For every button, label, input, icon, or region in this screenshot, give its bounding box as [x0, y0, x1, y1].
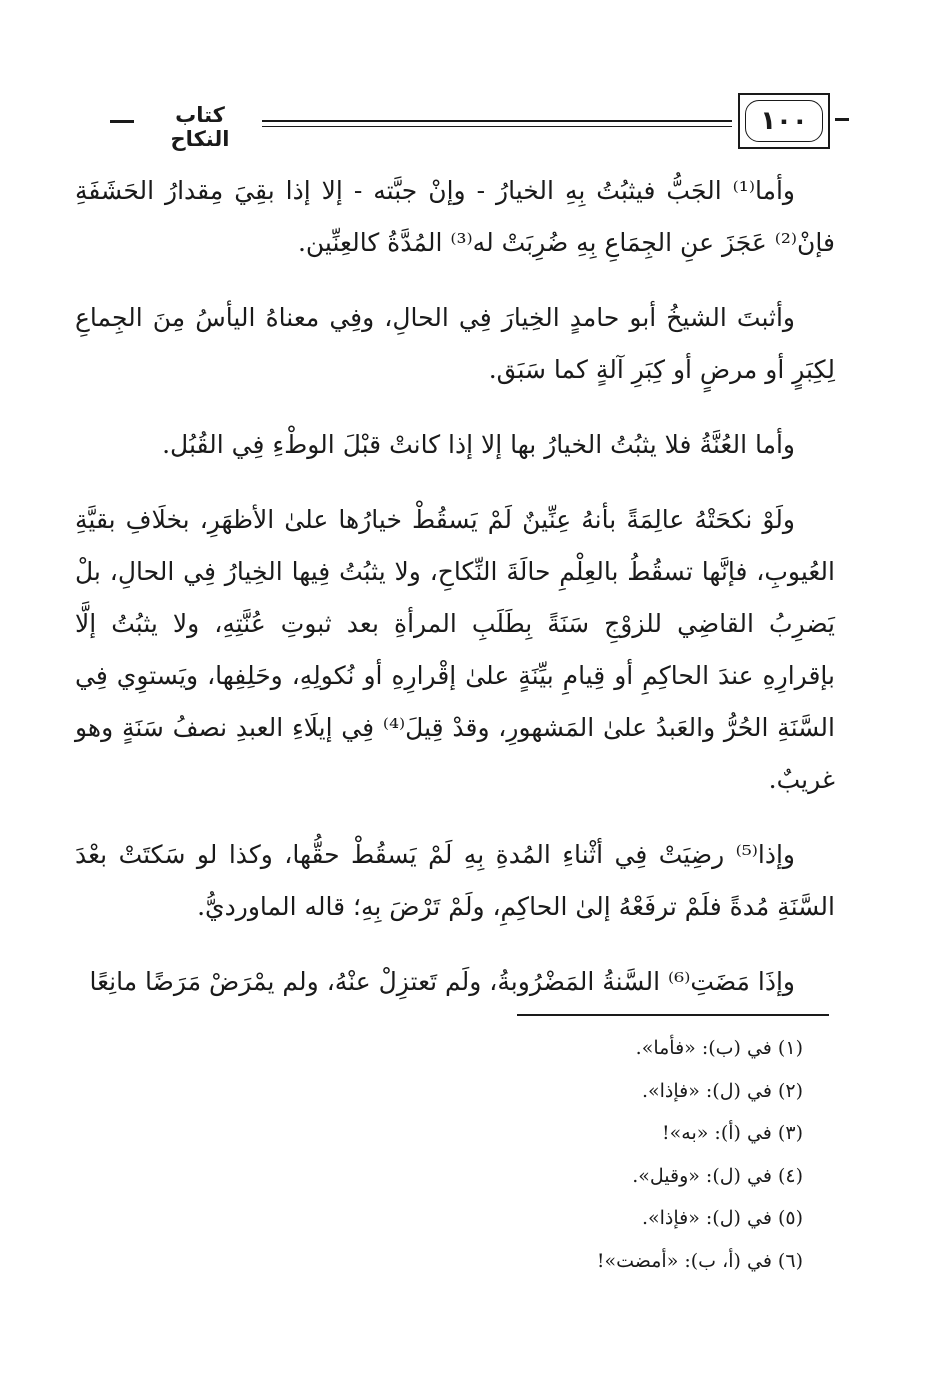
- footnote: (١) في (ب): «فأما».: [635, 1037, 803, 1059]
- paragraph: ولَوْ نكحَتْهُ عالِمَةً بأنهُ عِنِّينٌ لَمْ يَسقُطْ خيارُها علىٰ الأظهَرِ، بخلَافِ بقيَّةِ العُيوبِ، فإنَّها تسقُطُ بالعِلْمِ حالَةَ النِّكاحِ، ولا يثبُتُ فِيها الخِيارُ فِي الحالِ، بلْ يَضرِبُ القاضِي للزوْجِ سَنَةً بِطَلَبِ المرأةِ بعد ثبوتِ عُنَّتِهِ، ولا يثبُتُ إلَّا بإقرارِهِ عندَ الحاكِمِ أو قِيامِ بيِّنَةٍ علىٰ إقْرارِهِ أو نُكولِهِ، وحَلِفِها، ويَستوِي فِي السَّنَةِ الحُرُّ والعَبدُ علىٰ المَشهورِ، وقدْ قِيلَ⁽⁴⁾ فِي إيلَاءِ العبدِ نصفُ سَنَةٍ وهو غريبٌ.: [75, 505, 835, 794]
- page-number: ١٠٠: [745, 100, 823, 142]
- paragraph: وإذَا مَضَتِ⁽⁶⁾ السَّنةُ المَضْرُوبةُ، ولَم تَعتزِلْ عنْهُ، ولم يمْرَضْ مَرَضًا مانِعًا: [89, 967, 795, 996]
- header-rule-thin: [262, 126, 732, 127]
- header-rule: [262, 120, 732, 122]
- footnote: (٤) في (ل): «وقيل».: [632, 1164, 803, 1187]
- footnote-separator: [517, 1014, 829, 1016]
- main-text: [75, 165, 835, 1031]
- running-title: كتاب النكاح: [170, 103, 230, 151]
- page-header: [100, 93, 835, 157]
- footnote: (٥) في (ل): «فإذا».: [641, 1207, 803, 1229]
- header-ornament-dash-left: [110, 120, 134, 123]
- paragraph: وأما⁽¹⁾ الجَبُّ فيثبُتُ بِهِ الخيارُ - وإنْ جبَّته - إلا إذا بقِيَ مِقدارُ الحَشَفَةِ فإنْ⁽²⁾ عَجَزَ عنِ الجِمَاعِ بِهِ ضُرِبَتْ له⁽³⁾ المُدَّةُ كالعِنِّين.: [75, 176, 835, 257]
- paragraph: وإذا⁽⁵⁾ رضِيَتْ فِي أثْناءِ المُدةِ بِهِ لَمْ يَسقُطْ حقُّها، وكذا لو سَكتَتْ بعْدَ السَّنَةِ مُدةً فلَمْ ترفَعْهُ إلىٰ الحاكِمِ، ولَمْ تَرْضَ بِهِ؛ قاله الماورديُّ.: [75, 840, 835, 921]
- paragraph: وأثبتَ الشيخُ أبو حامدٍ الخِيارَ فِي الحالِ، وفِي معناهُ اليأسُ مِنَ الجِماعِ لِكِبَرٍ أو مرضٍ أو كِبَرِ آلةٍ كما سَبَق.: [75, 303, 835, 384]
- footnote: (٣) في (أ): «به»!: [662, 1122, 803, 1144]
- footnote: (٢) في (ل): «فإذا».: [641, 1079, 803, 1102]
- footnote: (٦) في (أ، ب): «أمضت»!: [596, 1249, 803, 1272]
- header-ornament-dash: [835, 118, 849, 121]
- footnotes: [520, 1027, 803, 1282]
- paragraph: وأما العُنَّةُ فلا يثبُتُ الخيارُ بها إلا إذا كانتْ قبْلَ الوطْءِ فِي القُبُل.: [162, 430, 795, 459]
- page-number-frame: [738, 93, 830, 149]
